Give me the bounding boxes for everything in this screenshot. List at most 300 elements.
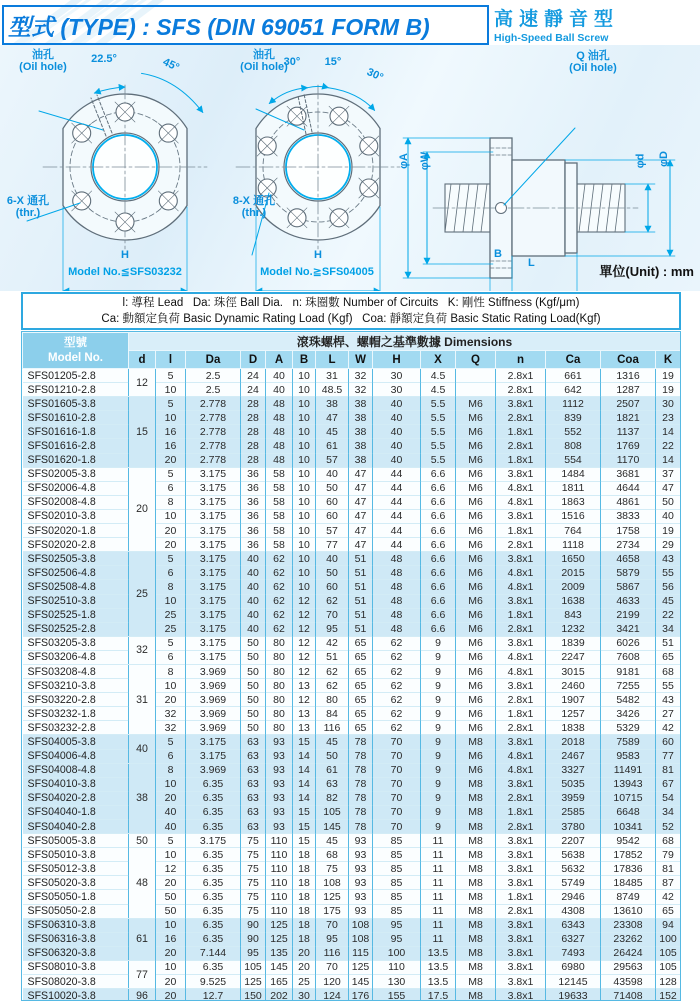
value-cell: 51 (656, 636, 681, 650)
value-cell: 14 (293, 749, 316, 763)
value-cell: 50 (241, 679, 266, 693)
value-cell: M6 (456, 707, 496, 721)
spec-row (23, 693, 681, 707)
value-cell: 3.8x1 (496, 594, 546, 608)
value-cell: 12 (293, 622, 316, 636)
value-cell: 78 (349, 805, 373, 819)
spec-row (23, 397, 681, 411)
value-cell: 48 (266, 397, 293, 411)
model-no-cell: SFS01620-1.8 (23, 453, 129, 467)
value-cell: M8 (456, 946, 496, 960)
value-cell: 4644 (601, 481, 656, 495)
value-cell: 6.35 (186, 918, 241, 932)
value-cell: 152 (656, 989, 681, 1001)
value-cell: 5867 (601, 580, 656, 594)
value-cell: 7.144 (186, 946, 241, 960)
value-cell: 8749 (601, 890, 656, 904)
spec-table (22, 332, 681, 1001)
model-no-cell: SFS08010-3.8 (23, 960, 129, 974)
value-cell: 116 (316, 721, 349, 735)
value-cell: 38 (349, 397, 373, 411)
value-cell: 20 (156, 989, 186, 1001)
value-cell: 6.6 (421, 594, 456, 608)
value-cell: 175 (316, 904, 349, 918)
value-cell: 75 (241, 834, 266, 848)
value-cell: 44 (373, 467, 421, 481)
model-no-cell: SFS04040-1.8 (23, 805, 129, 819)
model-no-cell: SFS05050-2.8 (23, 904, 129, 918)
value-cell: 4.5 (421, 383, 456, 397)
value-cell: M8 (456, 989, 496, 1001)
left-thru-holes-label: 6-X 通孔 (thr.) (0, 195, 56, 219)
value-cell: 130 (373, 975, 421, 989)
value-cell: 2199 (601, 608, 656, 622)
value-cell: 3.175 (186, 538, 241, 552)
value-cell: 25 (156, 622, 186, 636)
model-no-cell: SFS01610-2.8 (23, 411, 129, 425)
value-cell: 62 (373, 721, 421, 735)
value-cell: 5329 (601, 721, 656, 735)
value-cell: 3421 (601, 622, 656, 636)
value-cell: 2.8x1 (496, 791, 546, 805)
value-cell: 75 (241, 904, 266, 918)
value-cell: M6 (456, 481, 496, 495)
value-cell: 40 (241, 552, 266, 566)
value-cell: 11 (421, 834, 456, 848)
value-cell: 2.8x1 (496, 538, 546, 552)
spec-row (23, 467, 681, 481)
value-cell: 11 (421, 890, 456, 904)
value-cell: 62 (373, 664, 421, 678)
value-cell: 3.8x1 (496, 467, 546, 481)
value-cell: 14 (656, 453, 681, 467)
value-cell: 5 (156, 834, 186, 848)
value-cell: 45 (316, 425, 349, 439)
value-cell: M6 (456, 566, 496, 580)
value-cell: 16 (156, 425, 186, 439)
d-value-cell: 32 (129, 636, 156, 664)
value-cell: 3.969 (186, 679, 241, 693)
value-cell: 10715 (601, 791, 656, 805)
spec-row (23, 524, 681, 538)
value-cell: 3.8x1 (496, 862, 546, 876)
value-cell: 1.8x1 (496, 805, 546, 819)
value-cell: 6.35 (186, 890, 241, 904)
value-cell: 2.8x1 (496, 904, 546, 918)
model-no-cell: SFS04020-2.8 (23, 791, 129, 805)
spec-row (23, 425, 681, 439)
value-cell: 1137 (601, 425, 656, 439)
value-cell: 8 (156, 580, 186, 594)
value-cell: 22 (656, 608, 681, 622)
value-cell: 93 (266, 820, 293, 834)
value-cell: 5.5 (421, 397, 456, 411)
value-cell: 3.175 (186, 650, 241, 664)
value-cell: 56 (656, 580, 681, 594)
value-cell: 6.35 (186, 932, 241, 946)
value-cell: 25 (156, 608, 186, 622)
value-cell: 6 (156, 650, 186, 664)
spec-row (23, 820, 681, 834)
value-cell: 58 (266, 524, 293, 538)
d-value-cell: 25 (129, 552, 156, 637)
value-cell: 29 (656, 538, 681, 552)
col-header-n: n (496, 351, 546, 369)
middle-oil-hole-label: 油孔 (Oil hole) (228, 49, 300, 73)
model-no-cell: SFS04008-4.8 (23, 763, 129, 777)
value-cell: 20 (156, 946, 186, 960)
value-cell: 3.175 (186, 509, 241, 523)
value-cell: 5 (156, 636, 186, 650)
value-cell: 32 (349, 383, 373, 397)
value-cell: 155 (373, 989, 421, 1001)
value-cell: 47 (349, 524, 373, 538)
value-cell: 70 (373, 763, 421, 777)
model-no-cell: SFS02006-4.8 (23, 481, 129, 495)
value-cell: 48 (373, 552, 421, 566)
value-cell: 38 (349, 439, 373, 453)
value-cell: 48 (266, 425, 293, 439)
value-cell: M6 (456, 763, 496, 777)
value-cell: 9.525 (186, 975, 241, 989)
value-cell: 11 (421, 918, 456, 932)
value-cell: M8 (456, 805, 496, 819)
value-cell: M6 (456, 594, 496, 608)
value-cell: M8 (456, 791, 496, 805)
value-cell: 24 (241, 369, 266, 383)
col-header-W: W (349, 351, 373, 369)
value-cell: M6 (456, 397, 496, 411)
spec-row (23, 439, 681, 453)
value-cell: 1257 (546, 707, 601, 721)
spec-row (23, 749, 681, 763)
value-cell: M8 (456, 975, 496, 989)
value-cell: 32 (156, 721, 186, 735)
model-no-cell: SFS03232-1.8 (23, 707, 129, 721)
value-cell: 3015 (546, 664, 601, 678)
value-cell: 14 (656, 425, 681, 439)
value-cell: 3.8x1 (496, 946, 546, 960)
value-cell: 50 (656, 495, 681, 509)
value-cell: 150 (241, 989, 266, 1001)
value-cell: 62 (266, 594, 293, 608)
spec-row (23, 538, 681, 552)
value-cell: 7255 (601, 679, 656, 693)
model-no-cell: SFS08020-3.8 (23, 975, 129, 989)
d-value-cell: 31 (129, 664, 156, 734)
model-no-cell: SFS02525-1.8 (23, 608, 129, 622)
value-cell: 63 (241, 777, 266, 791)
value-cell: 48 (373, 622, 421, 636)
value-cell: 9583 (601, 749, 656, 763)
value-cell: 9 (421, 679, 456, 693)
value-cell: M8 (456, 904, 496, 918)
value-cell: 1821 (601, 411, 656, 425)
left-angle-45-label: 45° (155, 53, 187, 77)
value-cell: 44 (373, 524, 421, 538)
value-cell: 20 (156, 524, 186, 538)
value-cell: 36 (241, 467, 266, 481)
value-cell: 93 (266, 763, 293, 777)
value-cell: 3.175 (186, 524, 241, 538)
spec-row (23, 580, 681, 594)
spec-row (23, 805, 681, 819)
value-cell: 32 (349, 369, 373, 383)
value-cell: 50 (156, 890, 186, 904)
phi-a-dim-label: φA (398, 153, 410, 169)
value-cell: 80 (266, 636, 293, 650)
model-no-cell: SFS03220-2.8 (23, 693, 129, 707)
value-cell: 10 (293, 552, 316, 566)
value-cell: 85 (373, 834, 421, 848)
col-header-l: l (156, 351, 186, 369)
value-cell: 50 (156, 904, 186, 918)
value-cell: 40 (156, 805, 186, 819)
value-cell: 43598 (601, 975, 656, 989)
value-cell: 5 (156, 467, 186, 481)
value-cell: 12 (156, 862, 186, 876)
value-cell (456, 369, 496, 383)
value-cell: 145 (349, 975, 373, 989)
value-cell: 5749 (546, 876, 601, 890)
d-value-cell: 15 (129, 397, 156, 467)
value-cell: 65 (349, 721, 373, 735)
value-cell: 5 (156, 735, 186, 749)
d-value-cell: 40 (129, 735, 156, 763)
value-cell: 10 (156, 411, 186, 425)
col-header-B: B (293, 351, 316, 369)
value-cell: 1758 (601, 524, 656, 538)
value-cell: 6.35 (186, 820, 241, 834)
spec-row (23, 890, 681, 904)
model-no-cell: SFS04006-4.8 (23, 749, 129, 763)
value-cell: 105 (241, 960, 266, 974)
value-cell: 10 (293, 580, 316, 594)
value-cell: 62 (266, 622, 293, 636)
value-cell: 48 (266, 439, 293, 453)
value-cell: 9 (421, 693, 456, 707)
value-cell: 15 (293, 834, 316, 848)
value-cell: 1.8x1 (496, 453, 546, 467)
value-cell: 68 (656, 664, 681, 678)
value-cell: 30 (373, 383, 421, 397)
value-cell: 58 (266, 495, 293, 509)
value-cell: 40 (316, 467, 349, 481)
unit-note: 單位(Unit) : mm (599, 261, 694, 280)
value-cell: 2009 (546, 580, 601, 594)
model-no-cell: SFS02508-4.8 (23, 580, 129, 594)
value-cell: 93 (266, 735, 293, 749)
value-cell: 67 (656, 777, 681, 791)
value-cell: 13.5 (421, 960, 456, 974)
value-cell: 6 (156, 566, 186, 580)
value-cell: 9 (421, 763, 456, 777)
value-cell: 70 (373, 735, 421, 749)
value-cell: 51 (349, 552, 373, 566)
value-cell: 5.5 (421, 439, 456, 453)
value-cell: 10 (293, 538, 316, 552)
value-cell: 6.35 (186, 791, 241, 805)
spec-row (23, 876, 681, 890)
technical-drawing-svg (0, 45, 700, 291)
value-cell: 3780 (546, 820, 601, 834)
col-header-Q: Q (456, 351, 496, 369)
col-header-A: A (266, 351, 293, 369)
value-cell: 2015 (546, 566, 601, 580)
value-cell: 26424 (601, 946, 656, 960)
value-cell: 43 (656, 693, 681, 707)
value-cell: 1769 (601, 439, 656, 453)
col-header-Da: Da (186, 351, 241, 369)
value-cell: 70 (373, 777, 421, 791)
value-cell: 6.35 (186, 862, 241, 876)
spec-table-body (23, 369, 681, 1001)
value-cell: 25 (293, 975, 316, 989)
value-cell: 13943 (601, 777, 656, 791)
value-cell: 47 (656, 481, 681, 495)
page-title: 型式 (TYPE) : SFS (DIN 69051 FORM B) (4, 9, 430, 42)
value-cell: 38 (316, 397, 349, 411)
value-cell: 4658 (601, 552, 656, 566)
value-cell: 63 (241, 791, 266, 805)
value-cell: 20 (156, 876, 186, 890)
value-cell: 62 (373, 679, 421, 693)
value-cell: 8 (156, 763, 186, 777)
dimensions-header: 滾珠螺桿、螺帽之基準數據 Dimensions (129, 333, 681, 351)
spec-row (23, 707, 681, 721)
col-header-L: L (316, 351, 349, 369)
value-cell: 10 (293, 425, 316, 439)
value-cell: 10 (293, 495, 316, 509)
spec-row (23, 664, 681, 678)
value-cell: 17836 (601, 862, 656, 876)
left-model-range-caption: Model No.≦SFS03232 (60, 265, 190, 278)
value-cell: 3426 (601, 707, 656, 721)
model-no-cell: SFS04040-2.8 (23, 820, 129, 834)
value-cell: M8 (456, 820, 496, 834)
value-cell: 57 (316, 524, 349, 538)
value-cell: 62 (266, 566, 293, 580)
value-cell: 10 (293, 453, 316, 467)
value-cell: 82 (316, 791, 349, 805)
value-cell: 5.5 (421, 411, 456, 425)
spec-row (23, 763, 681, 777)
value-cell: 9 (421, 650, 456, 664)
value-cell: 2.8x1 (496, 622, 546, 636)
value-cell: 11 (421, 932, 456, 946)
value-cell: 18 (293, 890, 316, 904)
value-cell: 20 (156, 791, 186, 805)
value-cell: 12.7 (186, 989, 241, 1001)
value-cell: 10341 (601, 820, 656, 834)
value-cell: 95 (373, 932, 421, 946)
value-cell: 50 (241, 650, 266, 664)
value-cell: 10 (293, 383, 316, 397)
value-cell: 120 (316, 975, 349, 989)
value-cell: 2207 (546, 834, 601, 848)
value-cell: 10 (293, 411, 316, 425)
value-cell: 85 (373, 876, 421, 890)
value-cell: 1316 (601, 369, 656, 383)
model-no-cell: SFS02020-2.8 (23, 538, 129, 552)
value-cell: 40 (241, 580, 266, 594)
value-cell: 115 (349, 946, 373, 960)
value-cell: 6.6 (421, 481, 456, 495)
value-cell: 3.8x1 (496, 636, 546, 650)
model-no-cell: SFS03210-3.8 (23, 679, 129, 693)
value-cell: 6.6 (421, 467, 456, 481)
value-cell: 6980 (546, 960, 601, 974)
value-cell: 65 (349, 693, 373, 707)
value-cell: 51 (349, 622, 373, 636)
value-cell: 12145 (546, 975, 601, 989)
value-cell: 12 (293, 636, 316, 650)
value-cell: 6327 (546, 932, 601, 946)
value-cell: 11 (421, 862, 456, 876)
subtitle-block (494, 4, 700, 44)
value-cell: 9542 (601, 834, 656, 848)
value-cell: 19 (656, 383, 681, 397)
value-cell: 1118 (546, 538, 601, 552)
spec-row (23, 862, 681, 876)
value-cell: M6 (456, 679, 496, 693)
middle-angle-30-right-label: 30° (359, 63, 391, 87)
value-cell: 11 (421, 876, 456, 890)
value-cell: 10 (156, 509, 186, 523)
model-no-cell: SFS05010-3.8 (23, 848, 129, 862)
model-no-cell: SFS03208-4.8 (23, 664, 129, 678)
value-cell: 5638 (546, 848, 601, 862)
d-value-cell: 96 (129, 989, 156, 1001)
value-cell: 28 (241, 425, 266, 439)
value-cell: 5632 (546, 862, 601, 876)
value-cell: 13 (293, 721, 316, 735)
value-cell: 1.8x1 (496, 608, 546, 622)
col-header-K: K (656, 351, 681, 369)
l-dim-label: L (528, 257, 535, 269)
value-cell: 78 (349, 820, 373, 834)
value-cell: 40 (266, 369, 293, 383)
value-cell: 62 (373, 650, 421, 664)
value-cell: 1.8x1 (496, 524, 546, 538)
value-cell: M8 (456, 777, 496, 791)
middle-model-range-caption: Model No.≧SFS04005 (252, 265, 382, 278)
value-cell: 58 (266, 467, 293, 481)
value-cell: 202 (266, 989, 293, 1001)
value-cell: 42 (316, 636, 349, 650)
value-cell: 1907 (546, 693, 601, 707)
value-cell: 6.6 (421, 552, 456, 566)
value-cell: 47 (349, 538, 373, 552)
value-cell: 10 (156, 777, 186, 791)
value-cell: M6 (456, 453, 496, 467)
value-cell: 125 (316, 890, 349, 904)
value-cell: 2946 (546, 890, 601, 904)
subtitle-chinese: 高速靜音型 (494, 4, 700, 31)
value-cell: 9 (421, 707, 456, 721)
value-cell: 40 (241, 608, 266, 622)
model-no-cell: SFS03232-2.8 (23, 721, 129, 735)
value-cell: 128 (656, 975, 681, 989)
value-cell: 93 (266, 777, 293, 791)
value-cell: 3.8x1 (496, 989, 546, 1001)
value-cell: 10 (293, 439, 316, 453)
value-cell: 2.8x1 (496, 721, 546, 735)
value-cell: 65 (349, 636, 373, 650)
spec-row (23, 495, 681, 509)
value-cell: 93 (349, 848, 373, 862)
value-cell: M6 (456, 495, 496, 509)
